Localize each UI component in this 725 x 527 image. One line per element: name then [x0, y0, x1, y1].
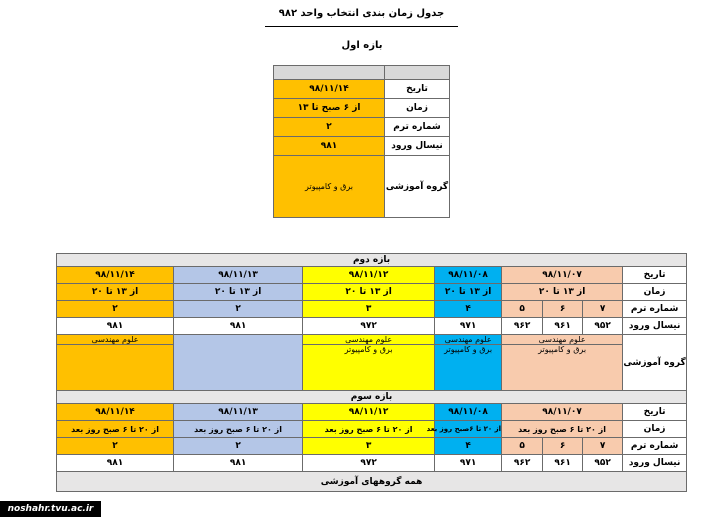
group-cell [303, 335, 435, 391]
term-cell: ۶ [543, 301, 583, 318]
date-cell: ۹۸/۱۱/۰۷ [502, 267, 623, 284]
date-cell: ۹۸/۱۱/۱۴ [57, 404, 174, 421]
label-entry: نیسال ورود [385, 137, 450, 156]
group-top: علوم مهندسی [435, 335, 501, 345]
value-entry: ۹۸۱ [274, 137, 385, 156]
group-bottom: برق و کامپیوتر [344, 345, 393, 354]
term-cell: ۴ [435, 301, 502, 318]
first-period-table [273, 65, 450, 218]
group-cell [435, 335, 502, 391]
entry-cell: ۹۶۲ [502, 455, 543, 472]
time-cell: از ۱۳ تا ۲۰ [303, 284, 435, 301]
group-cell-empty [174, 335, 303, 391]
entry-cell: ۹۶۱ [543, 318, 583, 335]
entry-cell: ۹۸۱ [57, 455, 174, 472]
label-term: شماره ترم [385, 118, 450, 137]
page-title: جدول زمان بندی انتخاب واحد ۹۸۲ [265, 8, 458, 27]
value-term: ۲ [274, 118, 385, 137]
group-top: علوم مهندسی [303, 335, 434, 345]
entry-cell: ۹۵۲ [583, 318, 623, 335]
label-group: گروه آموزشی [623, 335, 687, 391]
value-group: برق و کامپیوتر [274, 156, 385, 218]
term-cell: ۲ [57, 438, 174, 455]
term-cell: ۳ [303, 301, 435, 318]
label-entry: نیسال ورود [623, 318, 687, 335]
time-cell: از ۲۰ تا ۶ صبح روز بعد [303, 421, 435, 438]
value-date: ۹۸/۱۱/۱۴ [274, 80, 385, 99]
term-cell: ۵ [502, 438, 543, 455]
second-period-title: بازه دوم [57, 254, 687, 267]
entry-cell: ۹۷۲ [303, 455, 435, 472]
header-cell [385, 66, 450, 80]
header-cell [274, 66, 385, 80]
time-cell: از ۱۳ تا ۲۰ [502, 284, 623, 301]
term-cell: ۴ [435, 438, 502, 455]
entry-cell: ۹۶۱ [543, 455, 583, 472]
label-date: تاریخ [385, 80, 450, 99]
entry-cell: ۹۷۲ [303, 318, 435, 335]
group-cell [57, 335, 174, 391]
time-cell: از ۱۳ تا ۲۰ [435, 284, 502, 301]
term-cell: ۷ [583, 301, 623, 318]
all-groups-footer: همه گروههای آموزشی [57, 472, 687, 492]
entry-cell: ۹۷۱ [435, 455, 502, 472]
term-cell: ۲ [174, 438, 303, 455]
term-cell: ۷ [583, 438, 623, 455]
term-cell: ۳ [303, 438, 435, 455]
group-bottom: برق و کامپیوتر [444, 345, 493, 354]
time-cell: از ۲۰ تا ۶ صبح روز بعد [57, 421, 174, 438]
label-entry: نیسال ورود [623, 455, 687, 472]
site-logo: noshahr.tvu.ac.ir [0, 501, 101, 517]
term-cell: ۵ [502, 301, 543, 318]
time-cell: از ۲۰ تا ۶صبح روز بعد [435, 421, 502, 438]
date-cell: ۹۸/۱۱/۱۲ [303, 404, 435, 421]
term-cell: ۶ [543, 438, 583, 455]
entry-cell: ۹۸۱ [57, 318, 174, 335]
entry-cell: ۹۶۲ [502, 318, 543, 335]
label-term: شماره ترم [623, 438, 687, 455]
time-cell: از ۱۳ تا ۲۰ [174, 284, 303, 301]
term-cell: ۲ [174, 301, 303, 318]
date-cell: ۹۸/۱۱/۰۸ [435, 404, 502, 421]
time-cell: از ۱۳ تا ۲۰ [57, 284, 174, 301]
entry-cell: ۹۸۱ [174, 318, 303, 335]
time-cell: از ۲۰ تا ۶ صبح روز بعد [502, 421, 623, 438]
entry-cell: ۹۸۱ [174, 455, 303, 472]
second-third-period-table [56, 253, 687, 492]
label-date: تاریخ [623, 404, 687, 421]
first-period-title: بازه اول [341, 40, 383, 51]
group-top: علوم مهندسی [57, 335, 173, 345]
label-time: زمان [623, 284, 687, 301]
date-cell: ۹۸/۱۱/۰۷ [502, 404, 623, 421]
third-period-title: بازه سوم [57, 391, 687, 404]
term-cell: ۲ [57, 301, 174, 318]
date-cell: ۹۸/۱۱/۱۳ [174, 267, 303, 284]
date-cell: ۹۸/۱۱/۱۲ [303, 267, 435, 284]
label-group: گروه آموزشی [385, 156, 450, 218]
label-time: زمان [385, 99, 450, 118]
group-bottom: برق و کامپیوتر [538, 345, 587, 354]
group-top: علوم مهندسی [502, 335, 622, 345]
label-time: زمان [623, 421, 687, 438]
entry-cell: ۹۵۲ [583, 455, 623, 472]
date-cell: ۹۸/۱۱/۱۳ [174, 404, 303, 421]
date-cell: ۹۸/۱۱/۱۴ [57, 267, 174, 284]
group-cell [502, 335, 623, 391]
time-cell: از ۲۰ تا ۶ صبح روز بعد [174, 421, 303, 438]
label-term: شماره ترم [623, 301, 687, 318]
label-date: تاریخ [623, 267, 687, 284]
value-time: از ۶ صبح تا ۱۳ [274, 99, 385, 118]
date-cell: ۹۸/۱۱/۰۸ [435, 267, 502, 284]
entry-cell: ۹۷۱ [435, 318, 502, 335]
